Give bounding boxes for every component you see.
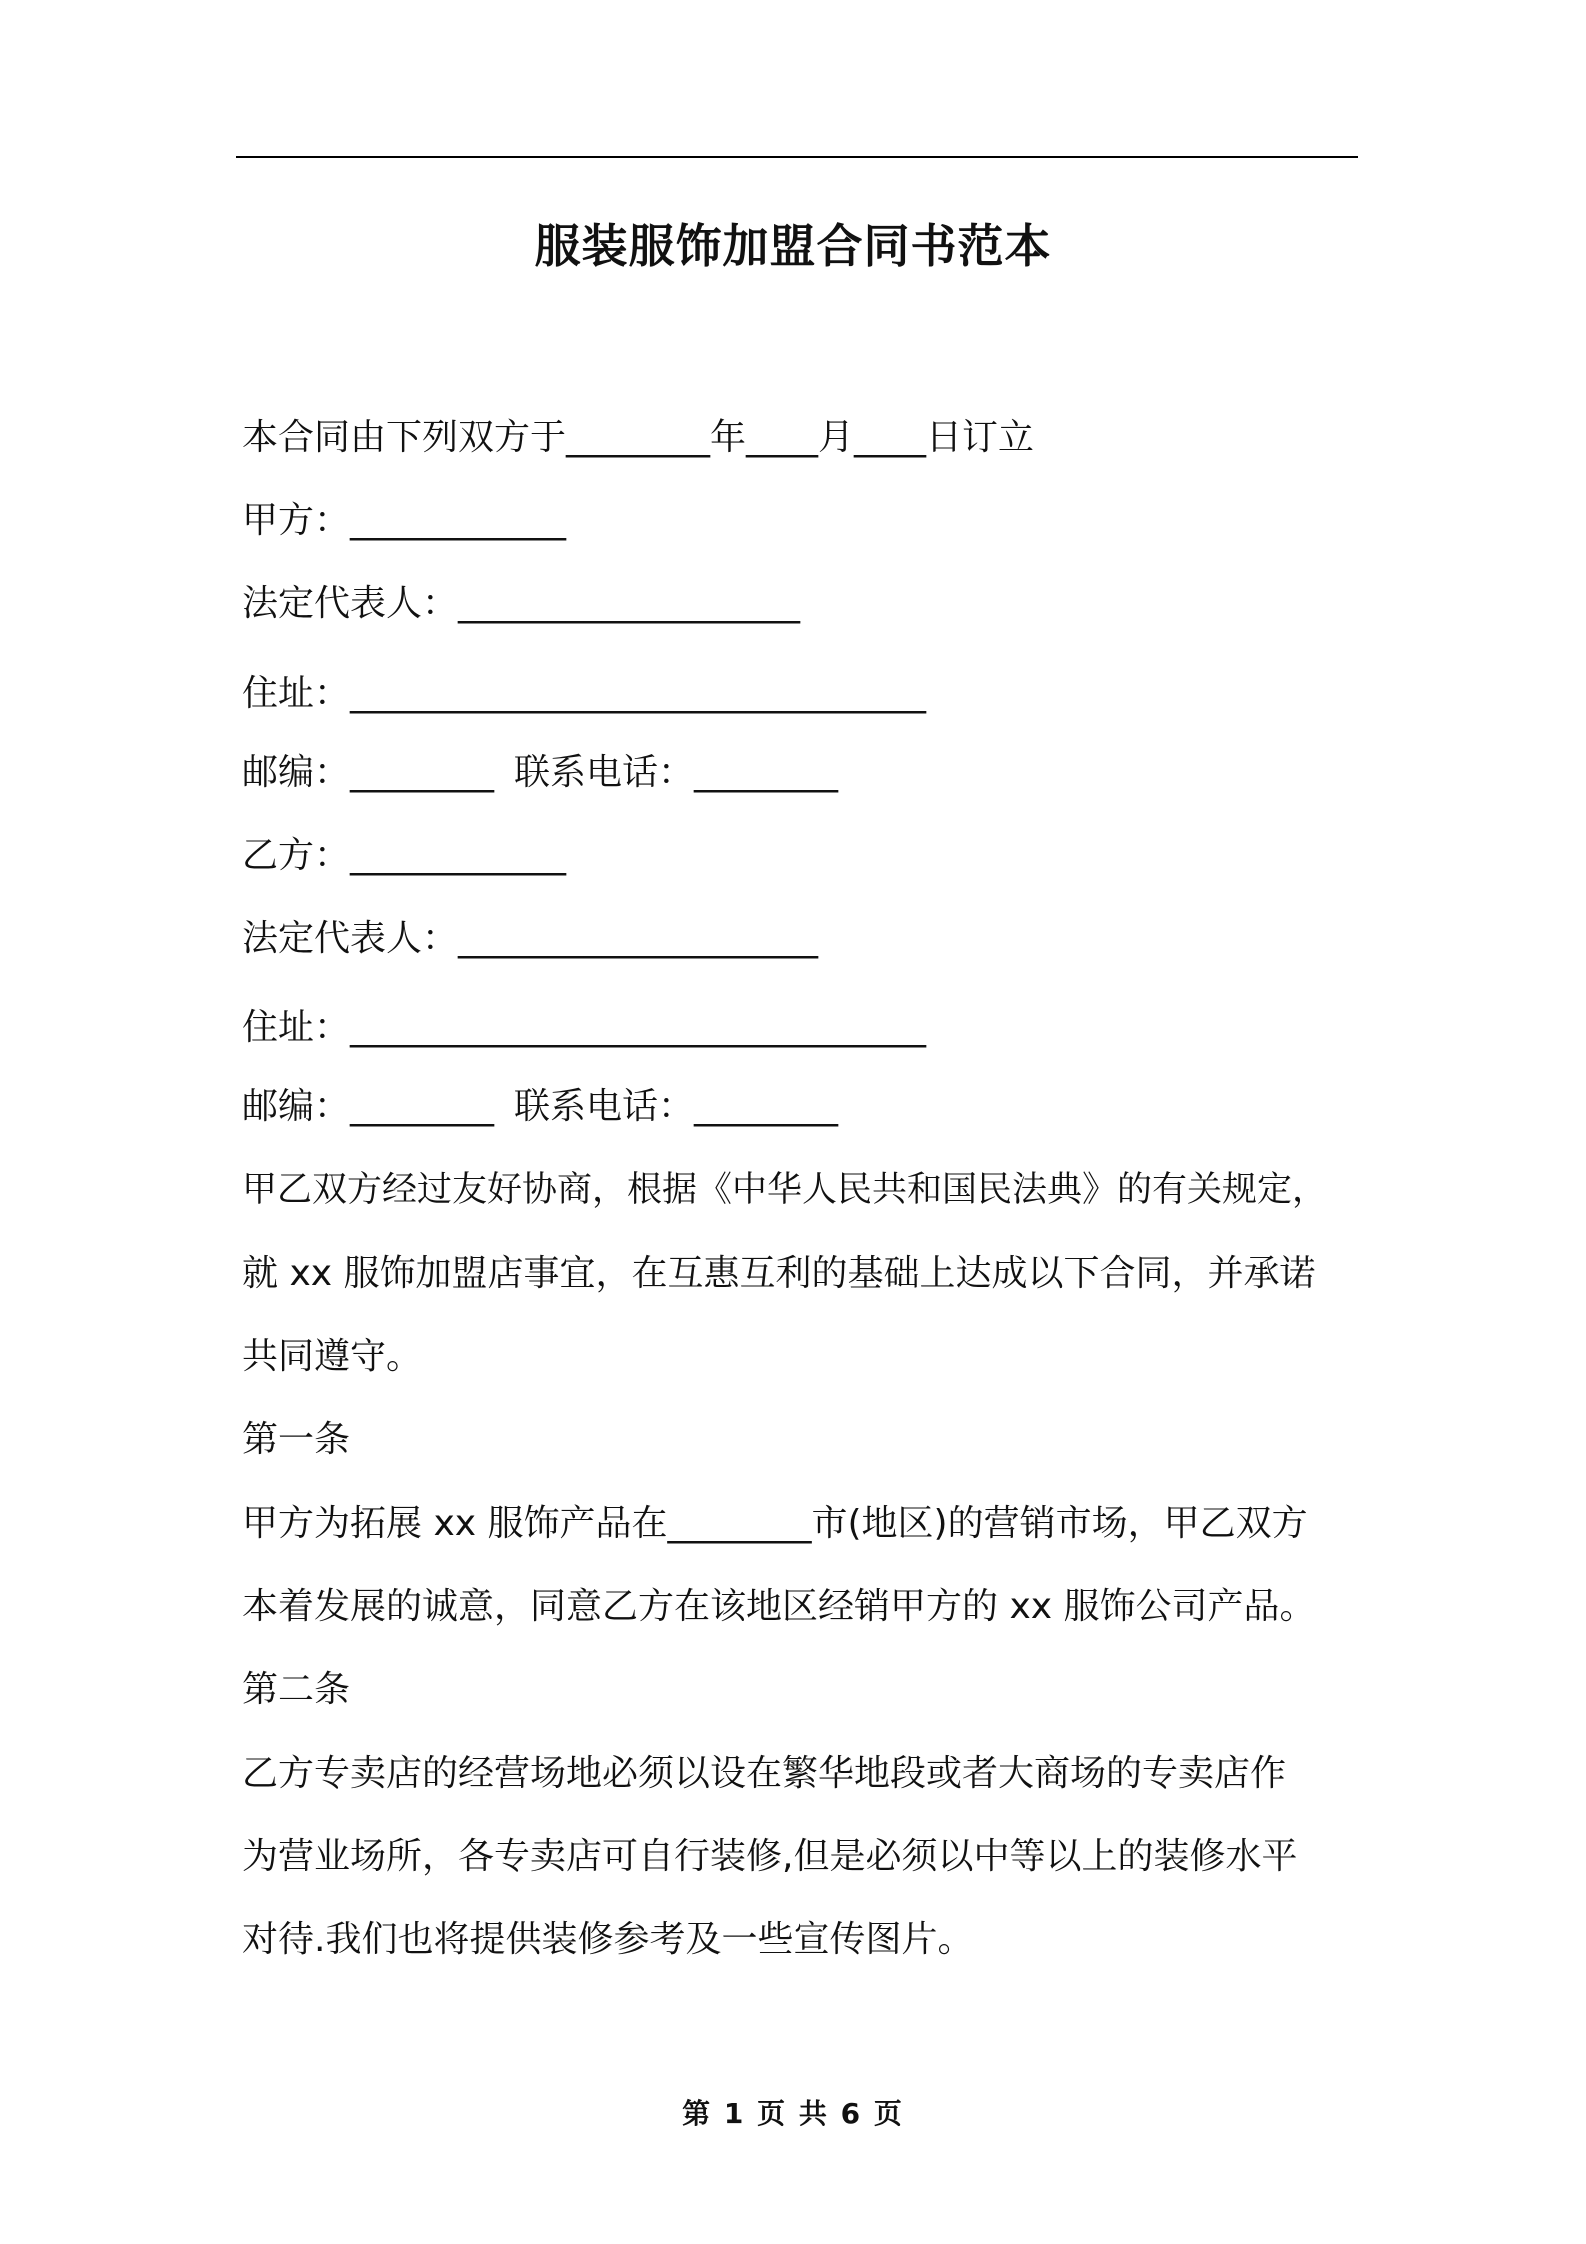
party-b-address: 住址：________________________________ xyxy=(242,1007,927,1048)
party-a-representative: 法定代表人：___________________ xyxy=(242,583,801,624)
party-b-postcode: 邮编：________ xyxy=(242,1086,495,1127)
article-2-line-3: 对待.我们也将提供装修参考及一些宣传图片。 xyxy=(242,1919,974,1960)
intro-line: 本合同由下列双方于________年____月____日订立 xyxy=(242,417,1035,458)
party-b-phone: 联系电话：________ xyxy=(514,1086,839,1127)
party-a-postcode: 邮编：________ xyxy=(242,752,495,793)
party-b-representative: 法定代表人：____________________ xyxy=(242,918,819,959)
article-1-heading: 第一条 xyxy=(242,1419,351,1460)
party-a-label: 甲方：____________ xyxy=(242,500,567,541)
preamble-line-3: 共同遵守。 xyxy=(242,1336,423,1377)
article-2-line-2: 为营业场所，各专卖店可自行装修,但是必须以中等以上的装修水平 xyxy=(242,1836,1298,1877)
page-number: 第 1 页 共 6 页 xyxy=(682,2097,904,2130)
article-1-line-2: 本着发展的诚意，同意乙方在该地区经销甲方的 xx 服饰公司产品。 xyxy=(242,1586,1316,1627)
party-b-contact xyxy=(242,1082,838,1132)
party-a-phone: 联系电话：________ xyxy=(514,752,839,793)
party-a-contact xyxy=(242,748,838,798)
preamble-line-1: 甲乙双方经过友好协商，根据《中华人民共和国民法典》的有关规定， xyxy=(242,1170,1328,1210)
preamble-line-2: 就 xx 服饰加盟店事宜，在互惠互利的基础上达成以下合同，并承诺 xyxy=(242,1253,1316,1294)
document-title: 服装服饰加盟合同书范本 xyxy=(534,219,1052,273)
party-a-address: 住址：________________________________ xyxy=(242,673,927,714)
article-2-line-1: 乙方专卖店的经营场地必须以设在繁华地段或者大商场的专卖店作 xyxy=(242,1753,1287,1794)
party-b-label: 乙方：____________ xyxy=(242,835,567,876)
article-2-heading: 第二条 xyxy=(242,1669,351,1710)
article-1-line-1: 甲方为拓展 xx 服饰产品在________市(地区)的营销市场，甲乙双方 xyxy=(242,1503,1308,1544)
header-rule xyxy=(236,156,1358,158)
